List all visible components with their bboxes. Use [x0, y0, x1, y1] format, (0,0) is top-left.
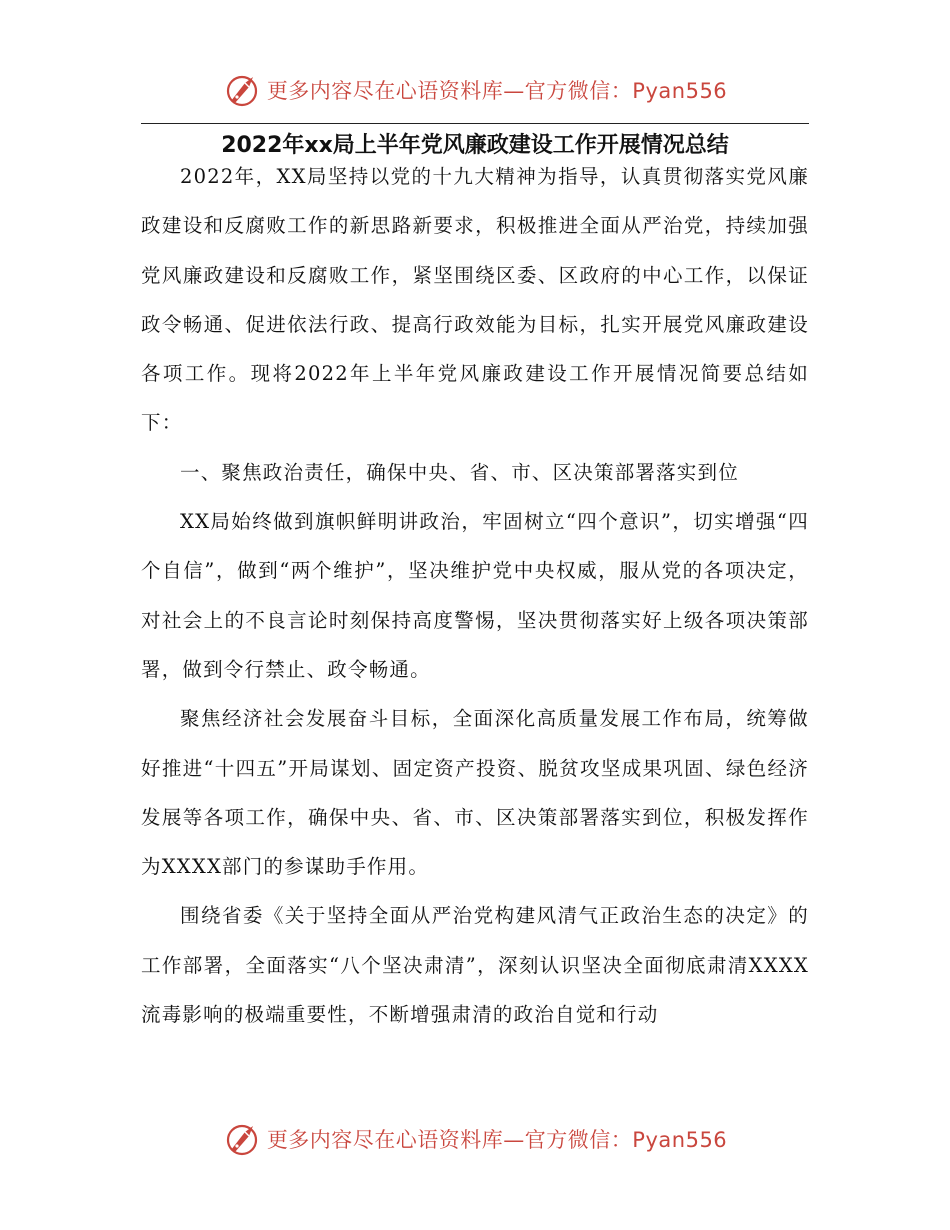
watermark-text: 更多内容尽在心语资料库—官方微信：Pyan556 — [266, 79, 728, 103]
paragraph-provincial-decision: 围绕省委《关于坚持全面从严治党构建风清气正政治生态的决定》的工作部署，全面落实“八个坚决肃清”，深刻认识坚决全面彻底肃清XXXX流毒影响的极端重要性，不断增强肃清的政治自觉和行动 — [141, 904, 809, 1027]
document-title: 2022年xx局上半年党风廉政建设工作开展情况总结 — [221, 133, 729, 158]
header-divider — [141, 123, 809, 124]
watermark-content — [223, 1120, 727, 1158]
pen-nib-logo-icon — [223, 71, 261, 109]
paragraph-economic-goals: 聚焦经济社会发展奋斗目标，全面深化高质量发展工作布局，统筹做好推进“十四五”开局谋划、固定资产投资、脱贫攻坚成果巩固、绿色经济发展等各项工作，确保中央、省、市、区决策部署落实到位，积极发挥作为XXXX部门的参谋助手作用。 — [141, 707, 809, 879]
paragraph-intro: 2022年，XX局坚持以党的十九大精神为指导，认真贯彻落实党风廉政建设和反腐败工作的新思路新要求，积极推进全面从严治党，持续加强党风廉政建设和反腐败工作，紧坚围绕区委、区政府的中心工作，以保证政令畅通、促进依法行政、提高行政效能为目标，扎实开展党风廉政建设各项工作。现将2022年上半年党风廉政建设工作开展情况简要总结如下： — [141, 165, 809, 435]
section-heading-1: 一、聚焦政治责任，确保中央、省、市、区决策部署落实到位 — [180, 460, 739, 484]
pen-nib-logo-icon — [223, 1120, 261, 1158]
watermark-banner-top — [0, 68, 950, 112]
watermark-content — [223, 71, 727, 109]
watermark-banner-bottom — [0, 1117, 950, 1161]
watermark-text: 更多内容尽在心语资料库—官方微信：Pyan556 — [266, 1128, 728, 1152]
paragraph-political-stance: XX局始终做到旗帜鲜明讲政治，牢固树立“四个意识”，切实增强“四个自信”，做到“两个维护”，坚决维护党中央权威，服从党的各项决定，对社会上的不良言论时刻保持高度警惕，坚决贯彻落实好上级各项决策部署，做到令行禁止、政令畅通。 — [141, 510, 809, 681]
document-body — [141, 152, 809, 1039]
